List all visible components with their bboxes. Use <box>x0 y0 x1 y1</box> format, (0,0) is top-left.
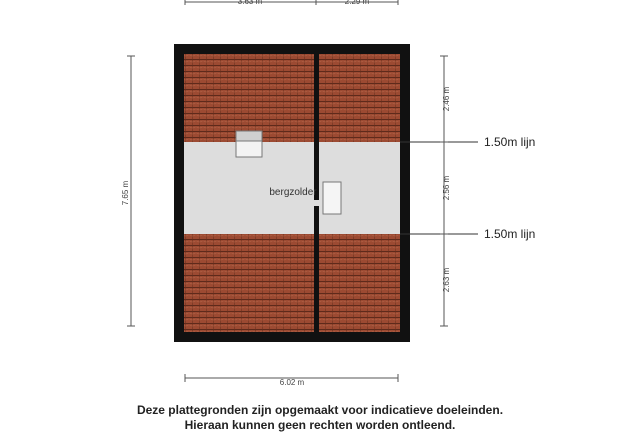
roof-window-upper <box>236 131 262 157</box>
dim-top-right: 2.29 m <box>344 0 370 6</box>
line-150-upper <box>400 135 535 149</box>
right-dimension <box>440 56 451 326</box>
roof-upper-left <box>184 54 314 142</box>
line-150-lower <box>400 227 535 241</box>
roof-lower-right <box>319 234 400 332</box>
roof-window-lower <box>323 182 341 214</box>
dim-left-total: 7.65 m <box>121 180 130 206</box>
dim-right-bottom: 2.63 m <box>442 267 451 293</box>
disclaimer-line-1: Deze plattegronden zijn opgemaakt voor indicatieve doeleinden. <box>136 403 504 417</box>
dim-top-left: 3.63 m <box>237 0 263 6</box>
bottom-dimension <box>185 374 398 387</box>
disclaimer-line-2: Hieraan kunnen geen rechten worden ontleend. <box>184 418 456 432</box>
ridge-beam-upper <box>314 54 319 200</box>
line-150-lower-label: 1.50m lijn <box>484 227 536 241</box>
roof-upper-right <box>319 54 400 142</box>
dim-right-middle: 2.56 m <box>442 175 451 201</box>
line-150-upper-label: 1.50m lijn <box>484 135 536 149</box>
left-dimension <box>121 56 135 326</box>
dim-right-top: 2.46 m <box>442 86 451 112</box>
ridge-beam-lower <box>314 206 319 332</box>
room-label: bergzolder <box>269 187 317 198</box>
top-dimension <box>185 0 398 6</box>
dim-bottom-width: 6.02 m <box>279 378 305 387</box>
roof-lower-left <box>184 234 314 332</box>
